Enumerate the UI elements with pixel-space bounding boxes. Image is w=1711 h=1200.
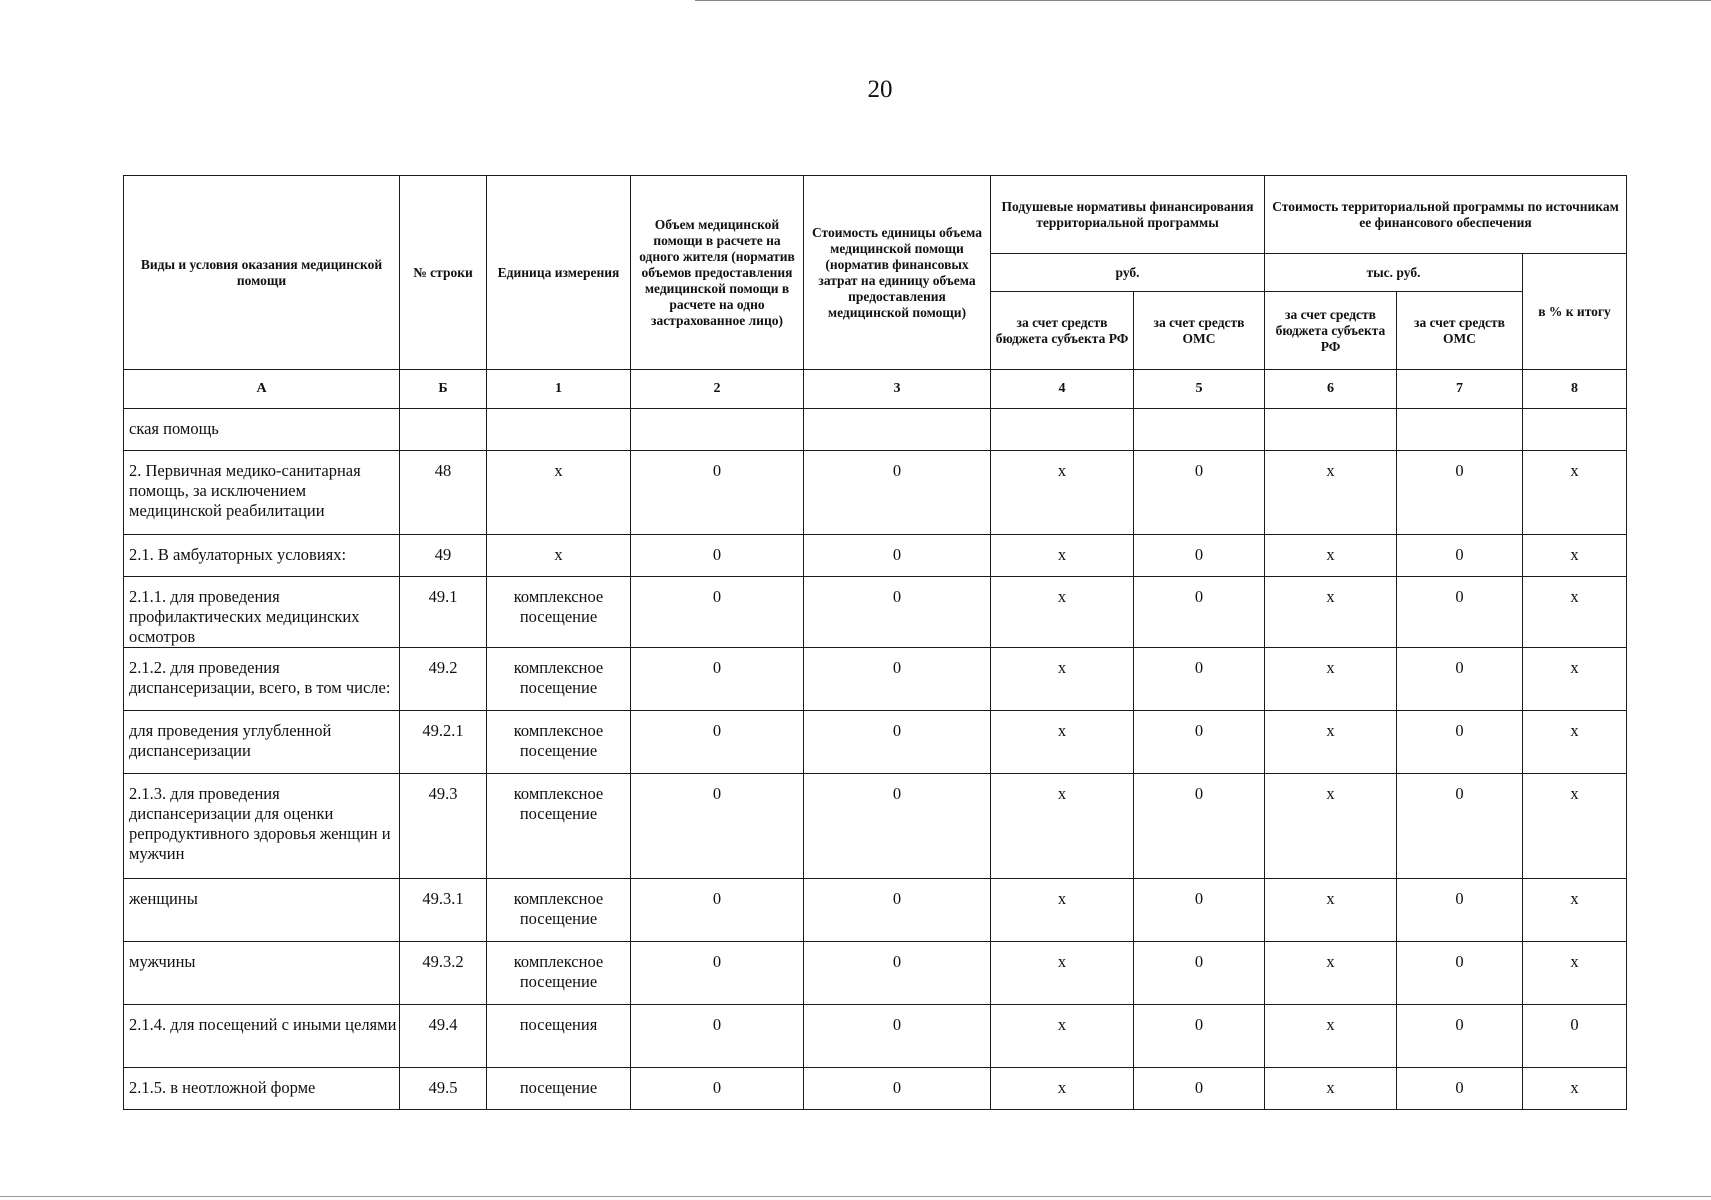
table-row <box>124 409 1627 451</box>
volume-cell: 0 <box>631 711 804 774</box>
column-number: 2 <box>631 370 804 409</box>
percent-total-cell: х <box>1523 535 1627 577</box>
header-oms-rub: за счет средств ОМС <box>1134 292 1265 370</box>
table-row <box>124 451 1627 535</box>
program-budget-cell: х <box>1265 577 1397 648</box>
table-body <box>124 409 1627 1110</box>
program-budget-cell: х <box>1265 1068 1397 1110</box>
percent-total-cell: 0 <box>1523 1005 1627 1068</box>
program-budget-cell: х <box>1265 1005 1397 1068</box>
row-number-cell: 49 <box>400 535 487 577</box>
per-capita-oms-cell: 0 <box>1134 879 1265 942</box>
program-oms-cell: 0 <box>1397 535 1523 577</box>
percent-total-cell: х <box>1523 942 1627 1005</box>
row-unit-cell: комплексное посещение <box>487 711 631 774</box>
percent-total-cell: х <box>1523 577 1627 648</box>
program-oms-cell: 0 <box>1397 879 1523 942</box>
per-capita-budget-cell: х <box>991 879 1134 942</box>
row-name-cell: 2.1.2. для проведения диспансеризации, всего, в том числе: <box>124 648 400 711</box>
percent-total-cell: х <box>1523 451 1627 535</box>
unit-cost-cell: 0 <box>804 577 991 648</box>
program-budget-cell: х <box>1265 774 1397 879</box>
table-row <box>124 535 1627 577</box>
header-cost-unit: Стоимость единицы объема медицинской помощи (норматив финансовых затрат на единицу объема предоставления медицинской помощи) <box>804 176 991 370</box>
row-name-cell: 2.1.4. для посещений с иными целями <box>124 1005 400 1068</box>
per-capita-oms-cell: 0 <box>1134 942 1265 1005</box>
percent-total-cell: х <box>1523 711 1627 774</box>
per-capita-oms-cell: 0 <box>1134 535 1265 577</box>
top-edge-rule <box>695 0 1711 1</box>
per-capita-budget-cell: х <box>991 711 1134 774</box>
header-percent-total: в % к итогу <box>1523 254 1627 370</box>
unit-cost-cell: 0 <box>804 648 991 711</box>
unit-cost-cell: 0 <box>804 774 991 879</box>
program-oms-cell: 0 <box>1397 451 1523 535</box>
column-number: 8 <box>1523 370 1627 409</box>
per-capita-budget-cell: х <box>991 648 1134 711</box>
per-capita-budget-cell: х <box>991 577 1134 648</box>
unit-cost-cell: 0 <box>804 942 991 1005</box>
row-name-cell: для проведения углубленной диспансеризации <box>124 711 400 774</box>
table-row <box>124 1005 1627 1068</box>
unit-cost-cell: 0 <box>804 451 991 535</box>
percent-total-cell: х <box>1523 648 1627 711</box>
per-capita-oms-cell: 0 <box>1134 577 1265 648</box>
per-capita-oms-cell: 0 <box>1134 774 1265 879</box>
per-capita-oms-cell <box>1134 409 1265 451</box>
row-number-cell: 49.5 <box>400 1068 487 1110</box>
row-unit-cell: х <box>487 451 631 535</box>
row-unit-cell <box>487 409 631 451</box>
row-unit-cell: посещения <box>487 1005 631 1068</box>
program-budget-cell: х <box>1265 879 1397 942</box>
program-oms-cell: 0 <box>1397 577 1523 648</box>
row-number-cell: 49.3 <box>400 774 487 879</box>
column-number: Б <box>400 370 487 409</box>
column-number: 6 <box>1265 370 1397 409</box>
column-number: А <box>124 370 400 409</box>
per-capita-oms-cell: 0 <box>1134 711 1265 774</box>
table-row <box>124 1068 1627 1110</box>
per-capita-budget-cell: х <box>991 942 1134 1005</box>
program-oms-cell: 0 <box>1397 1005 1523 1068</box>
row-number-cell: 49.2.1 <box>400 711 487 774</box>
page-number: 20 <box>867 76 893 103</box>
header-row-no: № строки <box>400 176 487 370</box>
program-budget-cell <box>1265 409 1397 451</box>
table-row <box>124 711 1627 774</box>
header-budget-subject-rub: за счет средств бюджета субъекта РФ <box>991 292 1134 370</box>
row-name-cell: 2.1.3. для проведения диспансеризации для оценки репродуктивного здоровья женщин и мужчин <box>124 774 400 879</box>
per-capita-budget-cell: х <box>991 1005 1134 1068</box>
column-number: 7 <box>1397 370 1523 409</box>
column-number-row <box>124 370 1627 409</box>
row-unit-cell: комплексное посещение <box>487 879 631 942</box>
header-kind: Виды и условия оказания медицинской помощи <box>124 176 400 370</box>
volume-cell <box>631 409 804 451</box>
row-number-cell: 49.4 <box>400 1005 487 1068</box>
unit-cost-cell: 0 <box>804 535 991 577</box>
header-program-cost: Стоимость территориальной программы по источникам ее финансового обеспечения <box>1265 176 1627 254</box>
program-oms-cell: 0 <box>1397 1068 1523 1110</box>
column-number: 5 <box>1134 370 1265 409</box>
table-row <box>124 648 1627 711</box>
program-budget-cell: х <box>1265 648 1397 711</box>
volume-cell: 0 <box>631 942 804 1005</box>
per-capita-oms-cell: 0 <box>1134 648 1265 711</box>
percent-total-cell <box>1523 409 1627 451</box>
unit-cost-cell <box>804 409 991 451</box>
program-oms-cell: 0 <box>1397 648 1523 711</box>
volume-cell: 0 <box>631 451 804 535</box>
row-name-cell: ская помощь <box>124 409 400 451</box>
row-number-cell: 49.3.1 <box>400 879 487 942</box>
row-name-cell: 2.1.1. для проведения профилактических медицинских осмотров <box>124 577 400 648</box>
row-name-cell: 2.1. В амбулаторных условиях: <box>124 535 400 577</box>
row-number-cell: 49.1 <box>400 577 487 648</box>
program-budget-cell: х <box>1265 942 1397 1005</box>
header-volume: Объем медицинской помощи в расчете на одного жителя (норматив объемов предоставления медицинской помощи в расчете на одно застрахованное лицо) <box>631 176 804 370</box>
row-name-cell: 2.1.5. в неотложной форме <box>124 1068 400 1110</box>
per-capita-oms-cell: 0 <box>1134 451 1265 535</box>
header-per-capita: Подушевые нормативы финансирования территориальной программы <box>991 176 1265 254</box>
row-unit-cell: комплексное посещение <box>487 942 631 1005</box>
volume-cell: 0 <box>631 774 804 879</box>
row-number-cell <box>400 409 487 451</box>
program-budget-cell: х <box>1265 711 1397 774</box>
column-number: 4 <box>991 370 1134 409</box>
row-name-cell: 2. Первичная медико-санитарная помощь, за исключением медицинской реабилитации <box>124 451 400 535</box>
row-number-cell: 49.2 <box>400 648 487 711</box>
row-number-cell: 49.3.2 <box>400 942 487 1005</box>
program-oms-cell <box>1397 409 1523 451</box>
bottom-edge-rule <box>0 1196 1711 1197</box>
unit-cost-cell: 0 <box>804 711 991 774</box>
program-oms-cell: 0 <box>1397 942 1523 1005</box>
per-capita-budget-cell: х <box>991 774 1134 879</box>
row-unit-cell: комплексное посещение <box>487 577 631 648</box>
table-row <box>124 942 1627 1005</box>
row-unit-cell: х <box>487 535 631 577</box>
percent-total-cell: х <box>1523 879 1627 942</box>
program-budget-cell: х <box>1265 451 1397 535</box>
volume-cell: 0 <box>631 648 804 711</box>
volume-cell: 0 <box>631 535 804 577</box>
program-oms-cell: 0 <box>1397 711 1523 774</box>
unit-cost-cell: 0 <box>804 879 991 942</box>
table-row <box>124 879 1627 942</box>
volume-cell: 0 <box>631 1005 804 1068</box>
volume-cell: 0 <box>631 577 804 648</box>
header-oms-thousand: за счет средств ОМС <box>1397 292 1523 370</box>
row-name-cell: женщины <box>124 879 400 942</box>
row-unit-cell: посещение <box>487 1068 631 1110</box>
per-capita-budget-cell: х <box>991 1068 1134 1110</box>
row-name-cell: мужчины <box>124 942 400 1005</box>
volume-cell: 0 <box>631 1068 804 1110</box>
table-row <box>124 577 1627 648</box>
unit-cost-cell: 0 <box>804 1005 991 1068</box>
row-unit-cell: комплексное посещение <box>487 648 631 711</box>
header-budget-subject-thousand: за счет средств бюджета субъекта РФ <box>1265 292 1397 370</box>
percent-total-cell: х <box>1523 1068 1627 1110</box>
table-row <box>124 774 1627 879</box>
per-capita-budget-cell: х <box>991 535 1134 577</box>
table-header <box>124 176 1627 409</box>
program-budget-cell: х <box>1265 535 1397 577</box>
per-capita-oms-cell: 0 <box>1134 1005 1265 1068</box>
header-rub: руб. <box>991 254 1265 292</box>
unit-cost-cell: 0 <box>804 1068 991 1110</box>
volume-cell: 0 <box>631 879 804 942</box>
per-capita-budget-cell <box>991 409 1134 451</box>
header-unit: Единица измерения <box>487 176 631 370</box>
percent-total-cell: х <box>1523 774 1627 879</box>
column-number: 1 <box>487 370 631 409</box>
row-unit-cell: комплексное посещение <box>487 774 631 879</box>
financing-table <box>123 175 1627 1110</box>
row-number-cell: 48 <box>400 451 487 535</box>
per-capita-budget-cell: х <box>991 451 1134 535</box>
header-thousand-rub: тыс. руб. <box>1265 254 1523 292</box>
per-capita-oms-cell: 0 <box>1134 1068 1265 1110</box>
column-number: 3 <box>804 370 991 409</box>
program-oms-cell: 0 <box>1397 774 1523 879</box>
